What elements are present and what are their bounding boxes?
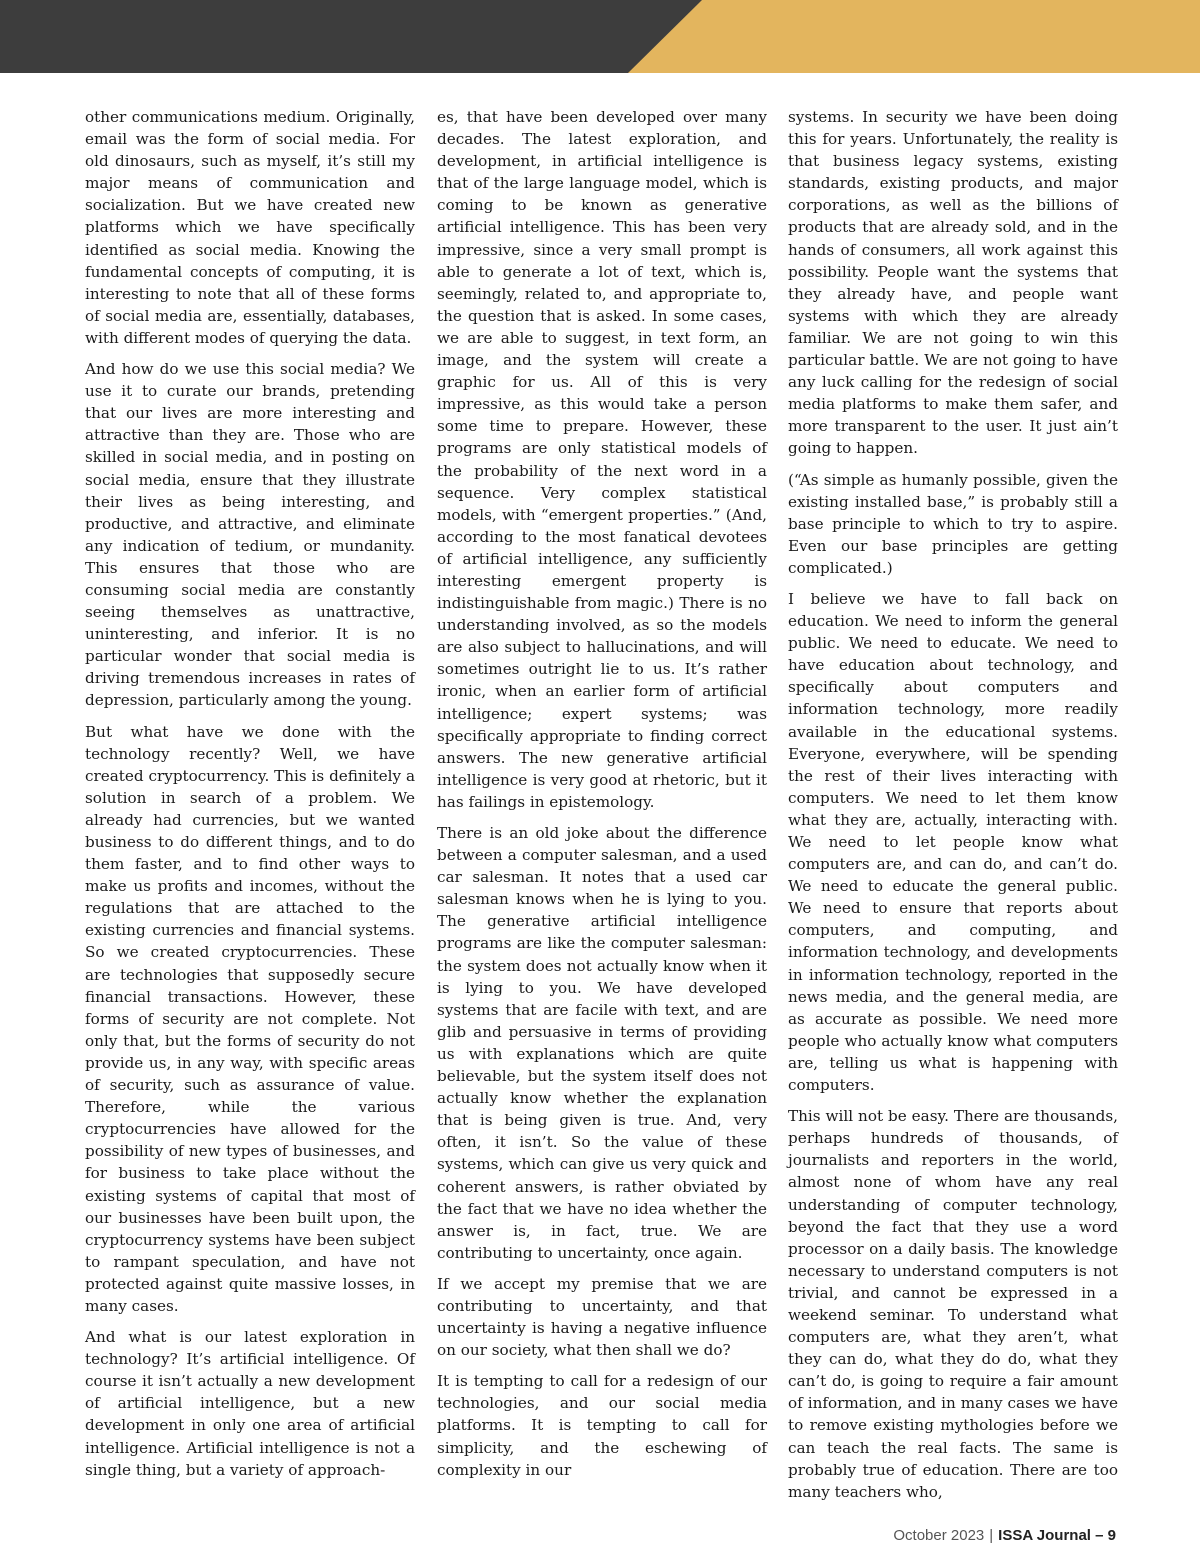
header-band — [0, 0, 1200, 73]
paragraph: And how do we use this social media? We use it to curate our brands, pretending that our lives are more interesting and attractive than they are. Those who are skilled in social media, and in posting on social media, ensure that they illustrate their lives as being interesting, and productive, and attractive, and eliminate any indication of tedium, or mundanity. This ensures that those who are consuming social media are constantly seeing themselves as unattractive, uninteresting, and inferior. It is no particular wonder that social media is driving tremendous increases in rates of depression, particularly among the young. — [85, 360, 415, 710]
issue-date: October 2023 — [893, 1527, 985, 1544]
text-column-1 — [85, 106, 415, 1490]
paragraph: I believe we have to fall back on education. We need to inform the general public. We need to educate. We need to have education about technology, and specifically about computers and information technology, more readily available in the educational systems. Everyone, everywhere, will be spending the rest of their lives interacting with computers. We need to let them know what they are, actually, interacting with. We need to let people know what computers are, and can do, and can’t do. We need to educate the general public. We need to ensure that reports about computers, and computing, and information technology, and developments in information technology, reported in the news media, and the general media, are as accurate as possible. We need more people who actually know what computers are, telling us what is happening with computers. — [788, 589, 1118, 1095]
paragraph: There is an old joke about the difference between a computer salesman, and a used car salesman. It notes that a used car salesman knows when he is lying to you. The generative artificial intelligence programs are like the computer salesman: the system does not actually know when it is lying to you. We have developed systems that are facile with text, and are glib and persuasive in terms of providing us with explanations which are quite believable, but the system itself does not actually know whether the explanation that is being given is true. And, very often, it isn’t. So the value of these systems, which can give us very quick and coherent answers, is rather obviated by the fact that we have no idea whether the answer is, in fact, true. We are contributing to uncertainty, once again. — [437, 824, 767, 1262]
text-column-3 — [788, 106, 1118, 1512]
paragraph: systems. In security we have been doing this for years. Unfortunately, the reality is that business legacy systems, existing standards, existing products, and major corporations, as well as the billions of products that are already sold, and in the hands of consumers, all work against this possibility. People want the systems that they already have, and people want systems with which they are already familiar. We are not going to win this particular battle. We are not going to have any luck calling for the redesign of social media platforms to make them safer, and more transparent to the user. It just ain’t going to happen. — [788, 108, 1118, 458]
paragraph: This will not be easy. There are thousands, perhaps hundreds of thousands, of journalists and reporters in the world, almost none of whom have any real understanding of computer technology, beyond the fact that they use a word processor on a daily basis. The knowledge necessary to understand computers is not trivial, and cannot be expressed in a weekend seminar. To understand what computers are, what they aren’t, what they can do, what they do do, what they can’t do, is going to require a fair amount of information, and in many cases we have to remove existing mythologies before we can teach the real facts. The same is probably true of education. There are too many teachers who, — [788, 1107, 1118, 1501]
paragraph: And what is our latest exploration in technology? It’s artificial intelligence. Of course it isn’t actually a new development of artificial intelligence, but a new development in only one area of artificial intelligence. Artificial intelligence is not a single thing, but a variety of approach- — [85, 1328, 415, 1479]
paragraph: (“As simple as humanly possible, given the existing installed base,” is probably still a base principle to which to try to aspire. Even our base principles are getting complicated.) — [788, 470, 1118, 577]
header-band-graphic — [0, 0, 1200, 73]
paragraph: other communications medium. Originally, email was the form of social media. For old dinosaurs, such as myself, it’s still my major means of communication and socialization. But we have created new platforms which we have specifically identified as social media. Knowing the fundamental concepts of computing, it is interesting to note that all of these forms of social media are, essentially, databases, with different modes of querying the data. — [85, 108, 415, 347]
paragraph: It is tempting to call for a redesign of our technologies, and our social media platforms. It is tempting to call for simplicity, and the eschewing of complexity in our — [437, 1372, 767, 1479]
paragraph: If we accept my premise that we are contributing to uncertainty, and that uncertainty is having a negative influence on our society, what then shall we do? — [437, 1274, 767, 1360]
header-gold-wedge — [628, 0, 1200, 73]
paragraph: es, that have been developed over many decades. The latest exploration, and development, in artificial intelligence is that of the large language model, which is coming to be known as generative artificial intelligence. This has been very impressive, since a very small prompt is able to generate a lot of text, which is, seemingly, related to, and appropriate to, the question that is asked. In some cases, we are able to suggest, in text form, an image, and the system will create a graphic for us. All of this is very impressive, as this would take a person some time to prepare. However, these programs are only statistical models of the probability of the next word in a sequence. Very complex statistical models, with “emergent properties.” (And, according to the most fanatical devotees of artificial intelligence, any sufficiently interesting emergent property is indistinguishable from magic.) There is no understanding involved, as so the models are also subject to hallucinations, and will sometimes outright lie to us. It’s rather ironic, when an earlier form of artificial intelligence; expert systems; was specifically appropriate to finding correct answers. The new generative artificial intelligence is very good at rhetoric, but it has failings in epistemology. — [437, 108, 767, 811]
footer-separator: | — [989, 1527, 994, 1544]
paragraph: But what have we done with the technology recently? Well, we have created cryptocurrency. This is definitely a solution in search of a problem. We already had currencies, but we wanted business to do different things, and to do them faster, and to find other ways to make us profits and incomes, without the regulations that are attached to the existing currencies and financial systems. So we created cryptocurrencies. These are technologies that supposedly secure financial transactions. However, these forms of security are not complete. Not only that, but the forms of security do not provide us, in any way, with specific areas of security, such as assurance of value. Therefore, while the various cryptocurrencies have allowed for the possibility of new types of businesses, and for business to take place without the existing systems of capital that most of our businesses have been built upon, the cryptocurrency systems have been subject to rampant speculation, and have not protected against quite massive losses, in many cases. — [85, 722, 415, 1315]
text-column-2 — [437, 106, 767, 1490]
journal-page-number: ISSA Journal – 9 — [998, 1527, 1116, 1544]
page-footer — [893, 1527, 1116, 1544]
